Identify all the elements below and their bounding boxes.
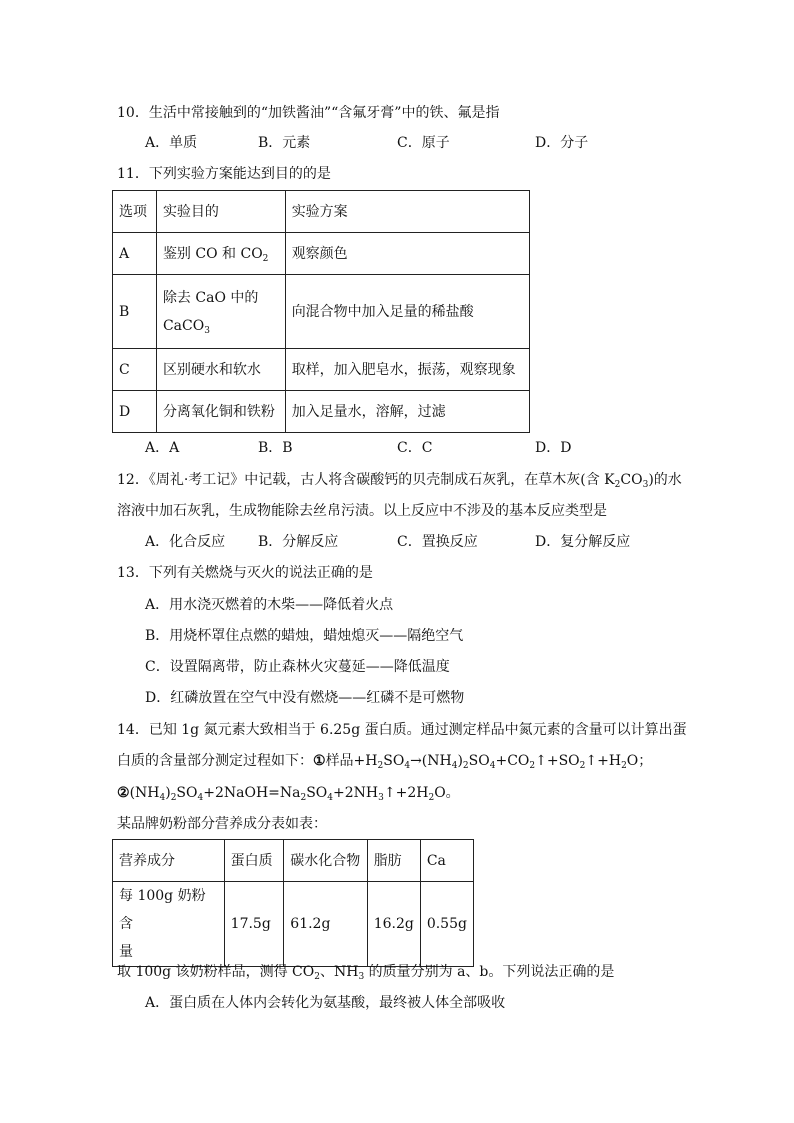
eq-part: )	[457, 753, 463, 769]
text: 12．《周礼·考工记》中记载，古人将含碳酸钙的贝壳制成石灰乳，在草木灰(含 K	[117, 472, 615, 488]
text: 取 100g 该奶粉样品，测得 CO	[117, 964, 315, 980]
q12-option-a: A．化合反应	[145, 534, 226, 550]
q14-value-fat: 16.2g	[367, 882, 420, 967]
q11-header-option: 选项	[113, 191, 157, 233]
q14-table-intro: 某品牌奶粉部分营养成分表如表：	[117, 816, 327, 832]
q11-cell-purpose: 区别硬水和软水	[156, 349, 285, 391]
circled-number-2: ②	[117, 785, 130, 801]
table-row	[113, 275, 530, 349]
q11-option-b: B．B	[258, 440, 293, 456]
q11-table-header-row	[113, 191, 530, 233]
q14-row-label	[113, 882, 225, 967]
eq-part: +2NaOH=Na	[203, 785, 301, 801]
q11-cell-plan: 向混合物中加入足量的稀盐酸	[285, 275, 529, 349]
q14-header-fat: 脂肪	[367, 840, 420, 882]
text: 的质量分别为 a、b。下列说法正确的是	[364, 964, 615, 980]
q13-option-c: C．设置隔离带，防止森林火灾蔓延——降低温度	[145, 659, 450, 675]
circled-number-1: ①	[313, 753, 326, 769]
q11-row-a-purpose: 鉴别 CO 和 CO	[162, 245, 263, 262]
subscript: 3	[358, 972, 365, 982]
table-row	[113, 349, 530, 391]
q11-cell-plan: 取样，加入肥皂水，振荡，观察现象	[285, 349, 529, 391]
row-label-line2: 量	[119, 944, 133, 960]
q14-value-ca: 0.55g	[420, 882, 473, 967]
subscript: 2	[529, 761, 536, 771]
q10-stem: 10．生活中常接触到的“加铁酱油”“含氟牙膏”中的铁、氟是指	[117, 105, 500, 121]
table-row	[113, 391, 530, 433]
eq-part: SO	[176, 785, 198, 801]
eq-part: →(NH	[410, 753, 452, 769]
eq-part: 样品+H	[325, 753, 378, 769]
q14-value-protein: 17.5g	[224, 882, 284, 967]
text: )的水	[648, 472, 682, 488]
q12-option-b: B．分解反应	[258, 534, 339, 550]
eq-part: O；	[626, 753, 653, 769]
q10-option-a: A．单质	[145, 135, 198, 151]
q11-option-d: D．D	[535, 440, 572, 456]
q13-stem: 13．下列有关燃烧与灭火的说法正确的是	[117, 565, 373, 581]
eq-part: +CO	[495, 753, 530, 769]
formula-text: CaCO	[162, 317, 205, 334]
q14-header-protein: 蛋白质	[224, 840, 284, 882]
eq-part: (NH	[129, 785, 160, 801]
eq-part: ↑+2H	[383, 785, 429, 801]
subscript: 3	[642, 480, 649, 490]
subscript: 3	[204, 325, 210, 336]
q14-table-header-row	[113, 840, 474, 882]
subscript: 2	[262, 253, 269, 264]
subscript: 2	[314, 972, 320, 982]
q14-option-a: A．蛋白质在人体内会转化为氨基酸，最终被人体全部吸收	[145, 995, 506, 1011]
q11-cell-option: D	[113, 391, 157, 433]
eq-part: ↑+SO	[535, 753, 580, 769]
q11-table	[112, 190, 530, 433]
q14-header-carbohydrate: 碳水化合物	[284, 840, 367, 882]
q11-cell-purpose: 分离氧化铜和铁粉	[156, 391, 285, 433]
q12-stem-line1	[117, 470, 682, 490]
q11-stem: 11．下列实验方案能达到目的的是	[117, 166, 331, 182]
subscript: 4	[451, 761, 458, 771]
q14-stem-line1: 14．已知 1g 氮元素大致相当于 6.25g 蛋白质。通过测定样品中氮元素的含量可以计算出蛋	[117, 722, 687, 738]
q10-option-c: C．原子	[397, 135, 450, 151]
q13-option-b: B．用烧杯罩住点燃的蜡烛，蜡烛熄灭——隔绝空气	[145, 628, 464, 644]
subscript: 2	[428, 793, 435, 803]
text: CO	[620, 472, 643, 488]
q11-header-plan: 实验方案	[285, 191, 529, 233]
subscript: 4	[404, 761, 411, 771]
eq-part: SO	[306, 785, 328, 801]
subscript: 2	[462, 761, 469, 771]
q14-header-ca: Ca	[420, 840, 473, 882]
subscript: 2	[300, 793, 307, 803]
subscript: 2	[170, 793, 177, 803]
subscript: 4	[159, 793, 166, 803]
eq-part: SO	[468, 753, 490, 769]
q12-option-c: C．置换反应	[397, 534, 478, 550]
q13-option-a: A．用水浇灭燃着的木柴——降低着火点	[145, 597, 394, 613]
q14-nutrition-table	[112, 839, 474, 967]
q11-cell-plan: 加入足量水，溶解，过滤	[285, 391, 529, 433]
q14-equation-2-line	[117, 783, 460, 803]
q11-row-b-purpose-line2	[163, 312, 279, 340]
eq-part: +2NH	[333, 785, 379, 801]
subscript: 4	[489, 761, 496, 771]
eq-part: )	[165, 785, 171, 801]
eq-part: SO	[383, 753, 405, 769]
q12-option-d: D．复分解反应	[535, 534, 631, 550]
subscript: 2	[579, 761, 586, 771]
q13-option-d: D．红磷放置在空气中没有燃烧——红磷不是可燃物	[145, 690, 465, 706]
subscript: 2	[377, 761, 384, 771]
table-row	[113, 882, 474, 967]
text: 白质的含量部分测定过程如下：	[117, 753, 313, 769]
subscript: 4	[327, 793, 334, 803]
q11-header-purpose: 实验目的	[156, 191, 285, 233]
q11-cell-option: B	[113, 275, 157, 349]
q11-option-a: A．A	[145, 440, 180, 456]
text: 、NH	[319, 964, 359, 980]
eq-part: ↑+H	[585, 753, 622, 769]
q12-stem-line2: 溶液中加石灰乳，生成物能除去丝帛污渍。以上反应中不涉及的基本反应类型是	[117, 503, 607, 519]
q11-cell-option: C	[113, 349, 157, 391]
q10-option-d: D．分子	[535, 135, 589, 151]
subscript: 2	[614, 480, 621, 490]
q11-row-b-purpose-line1: 除去 CaO 中的	[162, 289, 259, 306]
equation-2	[130, 785, 460, 801]
subscript: 3	[378, 793, 384, 803]
eq-part: O。	[434, 785, 460, 801]
q14-stem-line2	[117, 751, 652, 771]
equation-1	[326, 753, 653, 769]
q11-cell-option: A	[113, 233, 157, 275]
q11-option-c: C．C	[397, 440, 433, 456]
q14-value-carbohydrate: 61.2g	[284, 882, 367, 967]
q11-cell-purpose	[156, 233, 285, 275]
subscript: 4	[197, 793, 204, 803]
q11-cell-purpose	[156, 275, 285, 349]
q11-cell-plan: 观察颜色	[285, 233, 529, 275]
q10-option-b: B．元素	[258, 135, 311, 151]
subscript: 2	[621, 761, 627, 771]
row-label-line1: 每 100g 奶粉含	[119, 888, 206, 932]
table-row	[113, 233, 530, 275]
q14-question-line	[117, 962, 614, 982]
q14-header-nutrient: 营养成分	[113, 840, 225, 882]
